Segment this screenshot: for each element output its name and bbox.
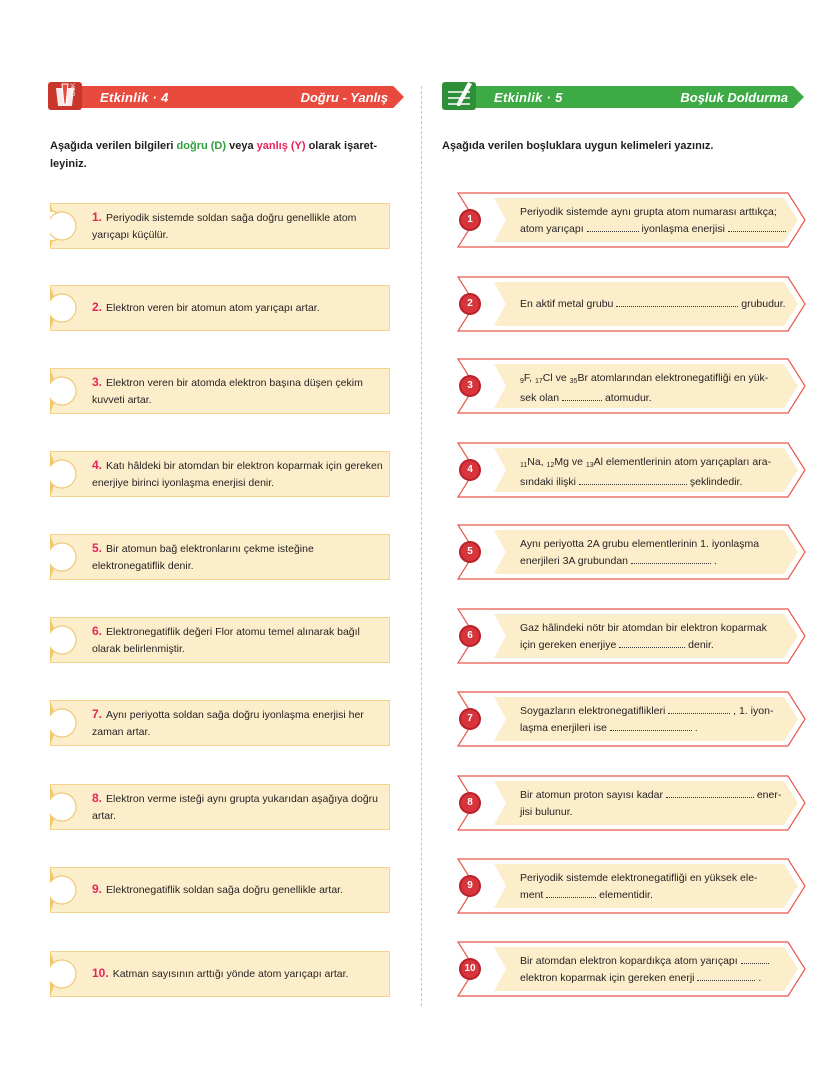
text-part: . bbox=[783, 223, 787, 235]
text-part: Mg ve bbox=[554, 456, 586, 468]
item-text bbox=[92, 881, 386, 899]
item-statement: Elektronegatiflik soldan sağa doğru genellikle artar. bbox=[106, 884, 343, 896]
item-number: 7 bbox=[467, 713, 473, 724]
answer-circle[interactable] bbox=[50, 867, 80, 913]
activity-4-header bbox=[48, 82, 404, 108]
instruction-part: olarak işaret- bbox=[305, 140, 378, 152]
item-text bbox=[520, 703, 798, 737]
text-part: Bir atomdan elektron kopardıkça atom yarıçapı bbox=[520, 955, 741, 967]
text-part: ener- bbox=[753, 789, 782, 801]
tf-item bbox=[50, 285, 392, 331]
item-text bbox=[520, 620, 798, 654]
answer-circle[interactable] bbox=[50, 951, 80, 997]
text-part: atomudur. bbox=[602, 392, 652, 404]
text-part: jisi bulunur. bbox=[520, 806, 573, 818]
svg-text:DOK: DOK bbox=[71, 82, 77, 96]
item-text bbox=[520, 370, 798, 407]
blank-field[interactable] bbox=[616, 297, 738, 307]
text-part: denir. bbox=[685, 639, 714, 651]
text-part: iyonlaşma enerjisi bbox=[638, 223, 728, 235]
item-statement: Katman sayısının arttığı yönde atom yarıçapı artar. bbox=[112, 968, 349, 980]
item-number: 5. bbox=[92, 541, 103, 555]
text-part: . bbox=[755, 972, 762, 984]
item-text bbox=[92, 299, 386, 317]
atomic-number: 12 bbox=[546, 462, 555, 469]
tf-item bbox=[50, 534, 392, 580]
item-number: 3. bbox=[92, 375, 103, 389]
fill-item bbox=[444, 276, 806, 332]
atomic-number: 13 bbox=[585, 462, 594, 469]
item-text bbox=[92, 623, 386, 658]
fill-item bbox=[444, 358, 806, 414]
item-statement: Katı hâldeki bir atomdan bir elektron koparmak için gereken enerjiye birinci iyonlaşma enerjisi denir. bbox=[92, 460, 383, 489]
blank-field[interactable] bbox=[610, 721, 692, 731]
text-part: şeklindedir. bbox=[686, 476, 743, 488]
text-part: sındaki ilişki bbox=[520, 476, 579, 488]
item-number: 8. bbox=[92, 791, 103, 805]
text-part: Br atomlarından elektronegatifliği en yük- bbox=[577, 372, 769, 384]
text-part: laşma enerjileri ise bbox=[520, 722, 610, 734]
item-number: 10 bbox=[464, 963, 476, 974]
answer-circle[interactable] bbox=[50, 451, 80, 497]
item-number: 6. bbox=[92, 624, 103, 638]
blank-field[interactable] bbox=[619, 638, 685, 648]
item-number: 9 bbox=[467, 880, 473, 891]
item-number: 1 bbox=[467, 214, 473, 225]
fill-item bbox=[444, 524, 806, 580]
answer-circle[interactable] bbox=[50, 700, 80, 746]
item-statement: Elektron veren bir atomun atom yarıçapı artar. bbox=[106, 302, 320, 314]
blank-field[interactable] bbox=[579, 475, 687, 485]
atomic-number: 11 bbox=[520, 462, 528, 469]
book-pencil-icon bbox=[44, 80, 88, 110]
fill-item bbox=[444, 608, 806, 664]
item-number: 4. bbox=[92, 458, 103, 472]
blank-field[interactable] bbox=[546, 888, 596, 898]
item-number: 10. bbox=[92, 966, 109, 980]
fill-item bbox=[444, 192, 806, 248]
item-number: 4 bbox=[467, 464, 473, 475]
item-text bbox=[520, 454, 798, 491]
blank-field[interactable] bbox=[668, 704, 730, 714]
answer-circle[interactable] bbox=[50, 534, 80, 580]
atomic-number: 9 bbox=[520, 378, 524, 385]
tf-item bbox=[50, 451, 392, 497]
item-text bbox=[92, 209, 386, 244]
tf-item bbox=[50, 700, 392, 746]
text-part: için gereken enerjiye bbox=[520, 639, 620, 651]
activity-label: Etkinlik · 5 bbox=[494, 90, 563, 105]
answer-circle[interactable] bbox=[50, 784, 80, 830]
text-part: elementidir. bbox=[596, 889, 653, 901]
text-part: . bbox=[691, 722, 698, 734]
activity-5-header bbox=[442, 86, 804, 108]
instruction-part: leyiniz. bbox=[50, 158, 87, 170]
item-text bbox=[520, 536, 798, 570]
item-text bbox=[92, 540, 386, 575]
item-statement: Elektronegatiflik değeri Flor atomu temel alınarak bağıl olarak belirlenmiştir. bbox=[92, 626, 360, 655]
answer-circle[interactable] bbox=[50, 368, 80, 414]
blank-field[interactable] bbox=[697, 971, 755, 981]
item-text bbox=[520, 787, 798, 821]
text-part: grubudur. bbox=[738, 298, 786, 310]
tf-item bbox=[50, 784, 392, 830]
pencil-lines-icon bbox=[438, 80, 482, 110]
text-part: Na, bbox=[527, 456, 547, 468]
instruction-part: veya bbox=[226, 140, 257, 152]
blank-field[interactable] bbox=[631, 554, 711, 564]
fill-item bbox=[444, 691, 806, 747]
item-number: 1. bbox=[92, 210, 103, 224]
instruction-part: Aşağıda verilen bilgileri bbox=[50, 140, 177, 152]
text-part: enerjileri 3A grubundan bbox=[520, 555, 631, 567]
atomic-number: 35 bbox=[569, 378, 578, 385]
blank-field[interactable] bbox=[666, 788, 754, 798]
tf-item bbox=[50, 951, 392, 997]
tf-item bbox=[50, 617, 392, 663]
text-part: Periyodik sistemde aynı grupta atom numarası arttıkça; bbox=[520, 206, 777, 218]
item-statement: Bir atomun bağ elektronlarını çekme isteğine elektronegatiflik denir. bbox=[92, 543, 314, 572]
item-number: 5 bbox=[467, 546, 473, 557]
answer-circle[interactable] bbox=[50, 617, 80, 663]
tf-item bbox=[50, 203, 392, 249]
text-part: Soygazların elektronegatiflikleri bbox=[520, 705, 669, 717]
item-text bbox=[520, 204, 798, 238]
item-statement: Elektron veren bir atomda elektron başına düşen çekim kuvveti artar. bbox=[92, 377, 363, 406]
text-part: Bir atomun proton sayısı kadar bbox=[520, 789, 666, 801]
item-text bbox=[92, 457, 386, 492]
column-divider bbox=[421, 86, 422, 1006]
answer-circle[interactable] bbox=[50, 285, 80, 331]
atomic-number: 17 bbox=[535, 378, 543, 385]
instruction-text bbox=[50, 137, 406, 173]
item-text bbox=[520, 953, 798, 987]
item-text bbox=[92, 965, 386, 983]
activity-type: Doğru - Yanlış bbox=[300, 90, 388, 105]
blank-field[interactable] bbox=[562, 391, 602, 401]
text-part: Aynı periyotta 2A grubu elementlerinin 1. iyonlaşma bbox=[520, 538, 760, 550]
text-part: . bbox=[710, 555, 717, 567]
false-label: yanlış (Y) bbox=[256, 140, 306, 152]
blank-field[interactable] bbox=[728, 222, 784, 232]
item-text bbox=[520, 870, 798, 904]
instruction-text: Aşağıda verilen boşluklara uygun kelimeleri yazınız. bbox=[442, 140, 714, 152]
tf-item bbox=[50, 867, 392, 913]
item-text bbox=[92, 374, 386, 409]
item-number: 3 bbox=[467, 380, 473, 391]
item-statement: Elektron verme isteği aynı grupta yukarıdan aşağıya doğru artar. bbox=[92, 793, 379, 822]
item-number: 6 bbox=[467, 630, 473, 641]
item-statement: Periyodik sistemde soldan sağa doğru genellikle atom yarıçapı küçülür. bbox=[92, 212, 357, 241]
text-part: F, bbox=[523, 372, 535, 384]
tf-item bbox=[50, 368, 392, 414]
item-number: 2 bbox=[467, 298, 473, 309]
text-part: ment bbox=[520, 889, 547, 901]
fill-item bbox=[444, 858, 806, 914]
text-part: Al elementlerinin atom yarıçapları ara- bbox=[593, 456, 772, 468]
text-part: sek olan bbox=[520, 392, 563, 404]
blank-field[interactable] bbox=[741, 954, 769, 964]
text-part: Cl ve bbox=[542, 372, 570, 384]
item-text bbox=[520, 296, 798, 313]
text-part: Gaz hâlindeki nötr bir atomdan bir elektron koparmak bbox=[520, 622, 767, 634]
true-label: doğru (D) bbox=[176, 140, 227, 152]
activity-label: Etkinlik · 4 bbox=[100, 90, 169, 105]
item-text bbox=[92, 790, 386, 825]
item-statement: Aynı periyotta soldan sağa doğru iyonlaşma enerjisi her zaman artar. bbox=[92, 709, 364, 738]
text-part: En aktif metal grubu bbox=[520, 298, 617, 310]
item-number: 9. bbox=[92, 882, 103, 896]
text-part: atom yarıçapı bbox=[520, 223, 587, 235]
activity-type: Boşluk Doldurma bbox=[680, 90, 788, 105]
item-text bbox=[92, 706, 386, 741]
blank-field[interactable] bbox=[587, 222, 639, 232]
fill-item bbox=[444, 775, 806, 831]
answer-circle[interactable] bbox=[50, 203, 80, 249]
fill-item bbox=[444, 442, 806, 498]
text-part: Periyodik sistemde elektronegatifliği en yüksek ele- bbox=[520, 872, 758, 884]
item-number: 2. bbox=[92, 300, 103, 314]
item-number: 8 bbox=[467, 797, 473, 808]
text-part: , 1. iyon- bbox=[730, 705, 774, 717]
item-number: 7. bbox=[92, 707, 103, 721]
fill-item bbox=[444, 941, 806, 997]
text-part: elektron koparmak için gereken enerji bbox=[520, 972, 698, 984]
